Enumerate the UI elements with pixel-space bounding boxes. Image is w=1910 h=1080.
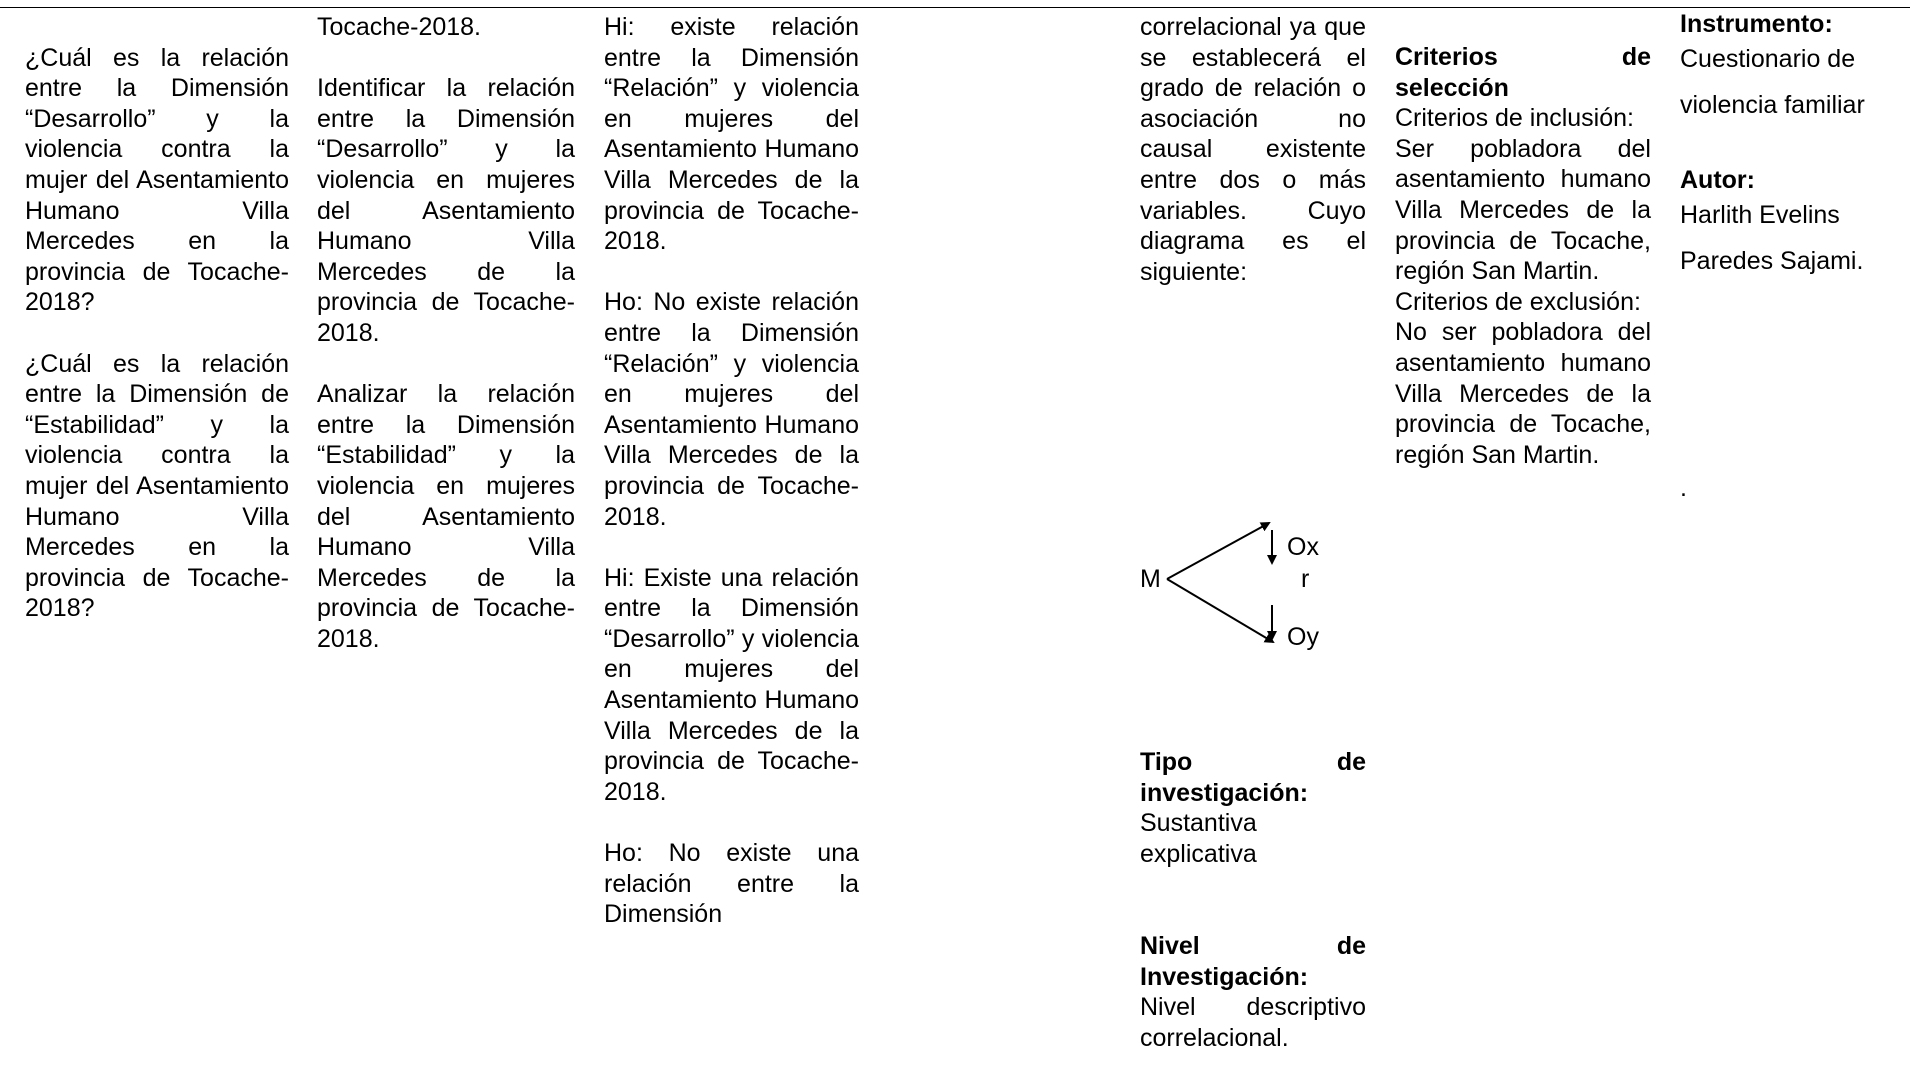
arrow-m-to-ox bbox=[1167, 523, 1269, 579]
hypothesis-1: Hi: existe relación entre la Dimensión “Relación” y violencia en mujeres del Asentamiento Humano Villa Mercedes de la provincia de Tocache-2018. bbox=[604, 13, 859, 256]
arrow-m-to-oy bbox=[1167, 579, 1273, 642]
instrument-line-1: Cuestionario de bbox=[1680, 45, 1856, 73]
hypothesis-4: Ho: No existe una relación entre la Dimensión bbox=[604, 839, 859, 929]
exclusion-label: Criterios de exclusión: bbox=[1395, 287, 1641, 316]
objectives-column bbox=[317, 12, 575, 654]
exclusion-text: No ser pobladora del asentamiento humano Villa Mercedes de la provincia de Tocache, región San Martin. bbox=[1395, 318, 1651, 469]
hypothesis-2: Ho: No existe relación entre la Dimensión “Relación” y violencia en mujeres del Asentamiento Humano Villa Mercedes de la provincia de Tocache-2018. bbox=[604, 288, 859, 531]
instrument-column bbox=[1680, 12, 1910, 284]
design-intro: correlacional ya que se establecerá el grado de relación o asociación no causal existente entre dos o más variables. Cuyo diagrama es el siguiente: bbox=[1140, 13, 1366, 286]
author-line-1: Harlith Evelins bbox=[1680, 201, 1840, 229]
hypotheses-column bbox=[604, 12, 859, 930]
inclusion-label: Criterios de inclusión: bbox=[1395, 104, 1634, 133]
nivel-label: Nivel de Investigación: bbox=[1140, 932, 1366, 991]
nivel-investigacion bbox=[1140, 931, 1366, 1053]
objective-top: Tocache-2018. bbox=[317, 13, 482, 41]
inclusion-text: Ser pobladora del asentamiento humano Villa Mercedes de la provincia de Tocache, región San Martin. bbox=[1395, 134, 1651, 286]
correlational-diagram bbox=[1135, 515, 1335, 665]
tipo-label: Tipo de investigación: bbox=[1140, 748, 1366, 807]
diagram-label-oy: Oy bbox=[1287, 623, 1319, 651]
tipo-investigacion bbox=[1140, 747, 1366, 869]
objective-1: Identificar la relación entre la Dimensión “Desarrollo” y la violencia en mujeres del Asentamiento Humano Villa Mercedes de la provincia de Tocache-2018. bbox=[317, 74, 575, 347]
problem-2: ¿Cuál es la relación entre la Dimensión de “Estabilidad” y la violencia contra la mujer del Asentamiento Humano Villa Mercedes en la provincia de Tocache-2018? bbox=[25, 349, 289, 623]
diagram-label-ox: Ox bbox=[1287, 533, 1319, 561]
objective-2: Analizar la relación entre la Dimensión “Estabilidad” y la violencia en mujeres del Asentamiento Humano Villa Mercedes de la provincia de Tocache-2018. bbox=[317, 380, 575, 653]
author-label: Autor: bbox=[1680, 166, 1755, 194]
hypothesis-3: Hi: Existe una relación entre la Dimensión “Desarrollo” y violencia en mujeres del Asentamiento Humano Villa Mercedes de la provincia de Tocache- 2018. bbox=[604, 563, 859, 806]
criterios-title: Criterios de selección bbox=[1395, 43, 1651, 102]
table-top-border bbox=[0, 7, 1910, 8]
selection-criteria-column bbox=[1395, 42, 1651, 470]
diagram-label-m: M bbox=[1140, 565, 1161, 593]
problems-column bbox=[25, 12, 289, 624]
problem-1: ¿Cuál es la relación entre la Dimensión “Desarrollo” y la violencia contra la mujer del Asentamiento Humano Villa Mercedes en la provincia de Tocache-2018? bbox=[25, 43, 289, 317]
diagram-label-r: r bbox=[1301, 565, 1310, 593]
instrument-label: Instrumento: bbox=[1680, 10, 1833, 38]
instrument-line-2: violencia familiar bbox=[1680, 91, 1865, 119]
tipo-value: Sustantiva explicativa bbox=[1140, 809, 1257, 868]
trailing-dot: . bbox=[1680, 474, 1687, 502]
nivel-value: Nivel descriptivo correlacional. bbox=[1140, 993, 1366, 1052]
author-line-2: Paredes Sajami. bbox=[1680, 247, 1864, 275]
